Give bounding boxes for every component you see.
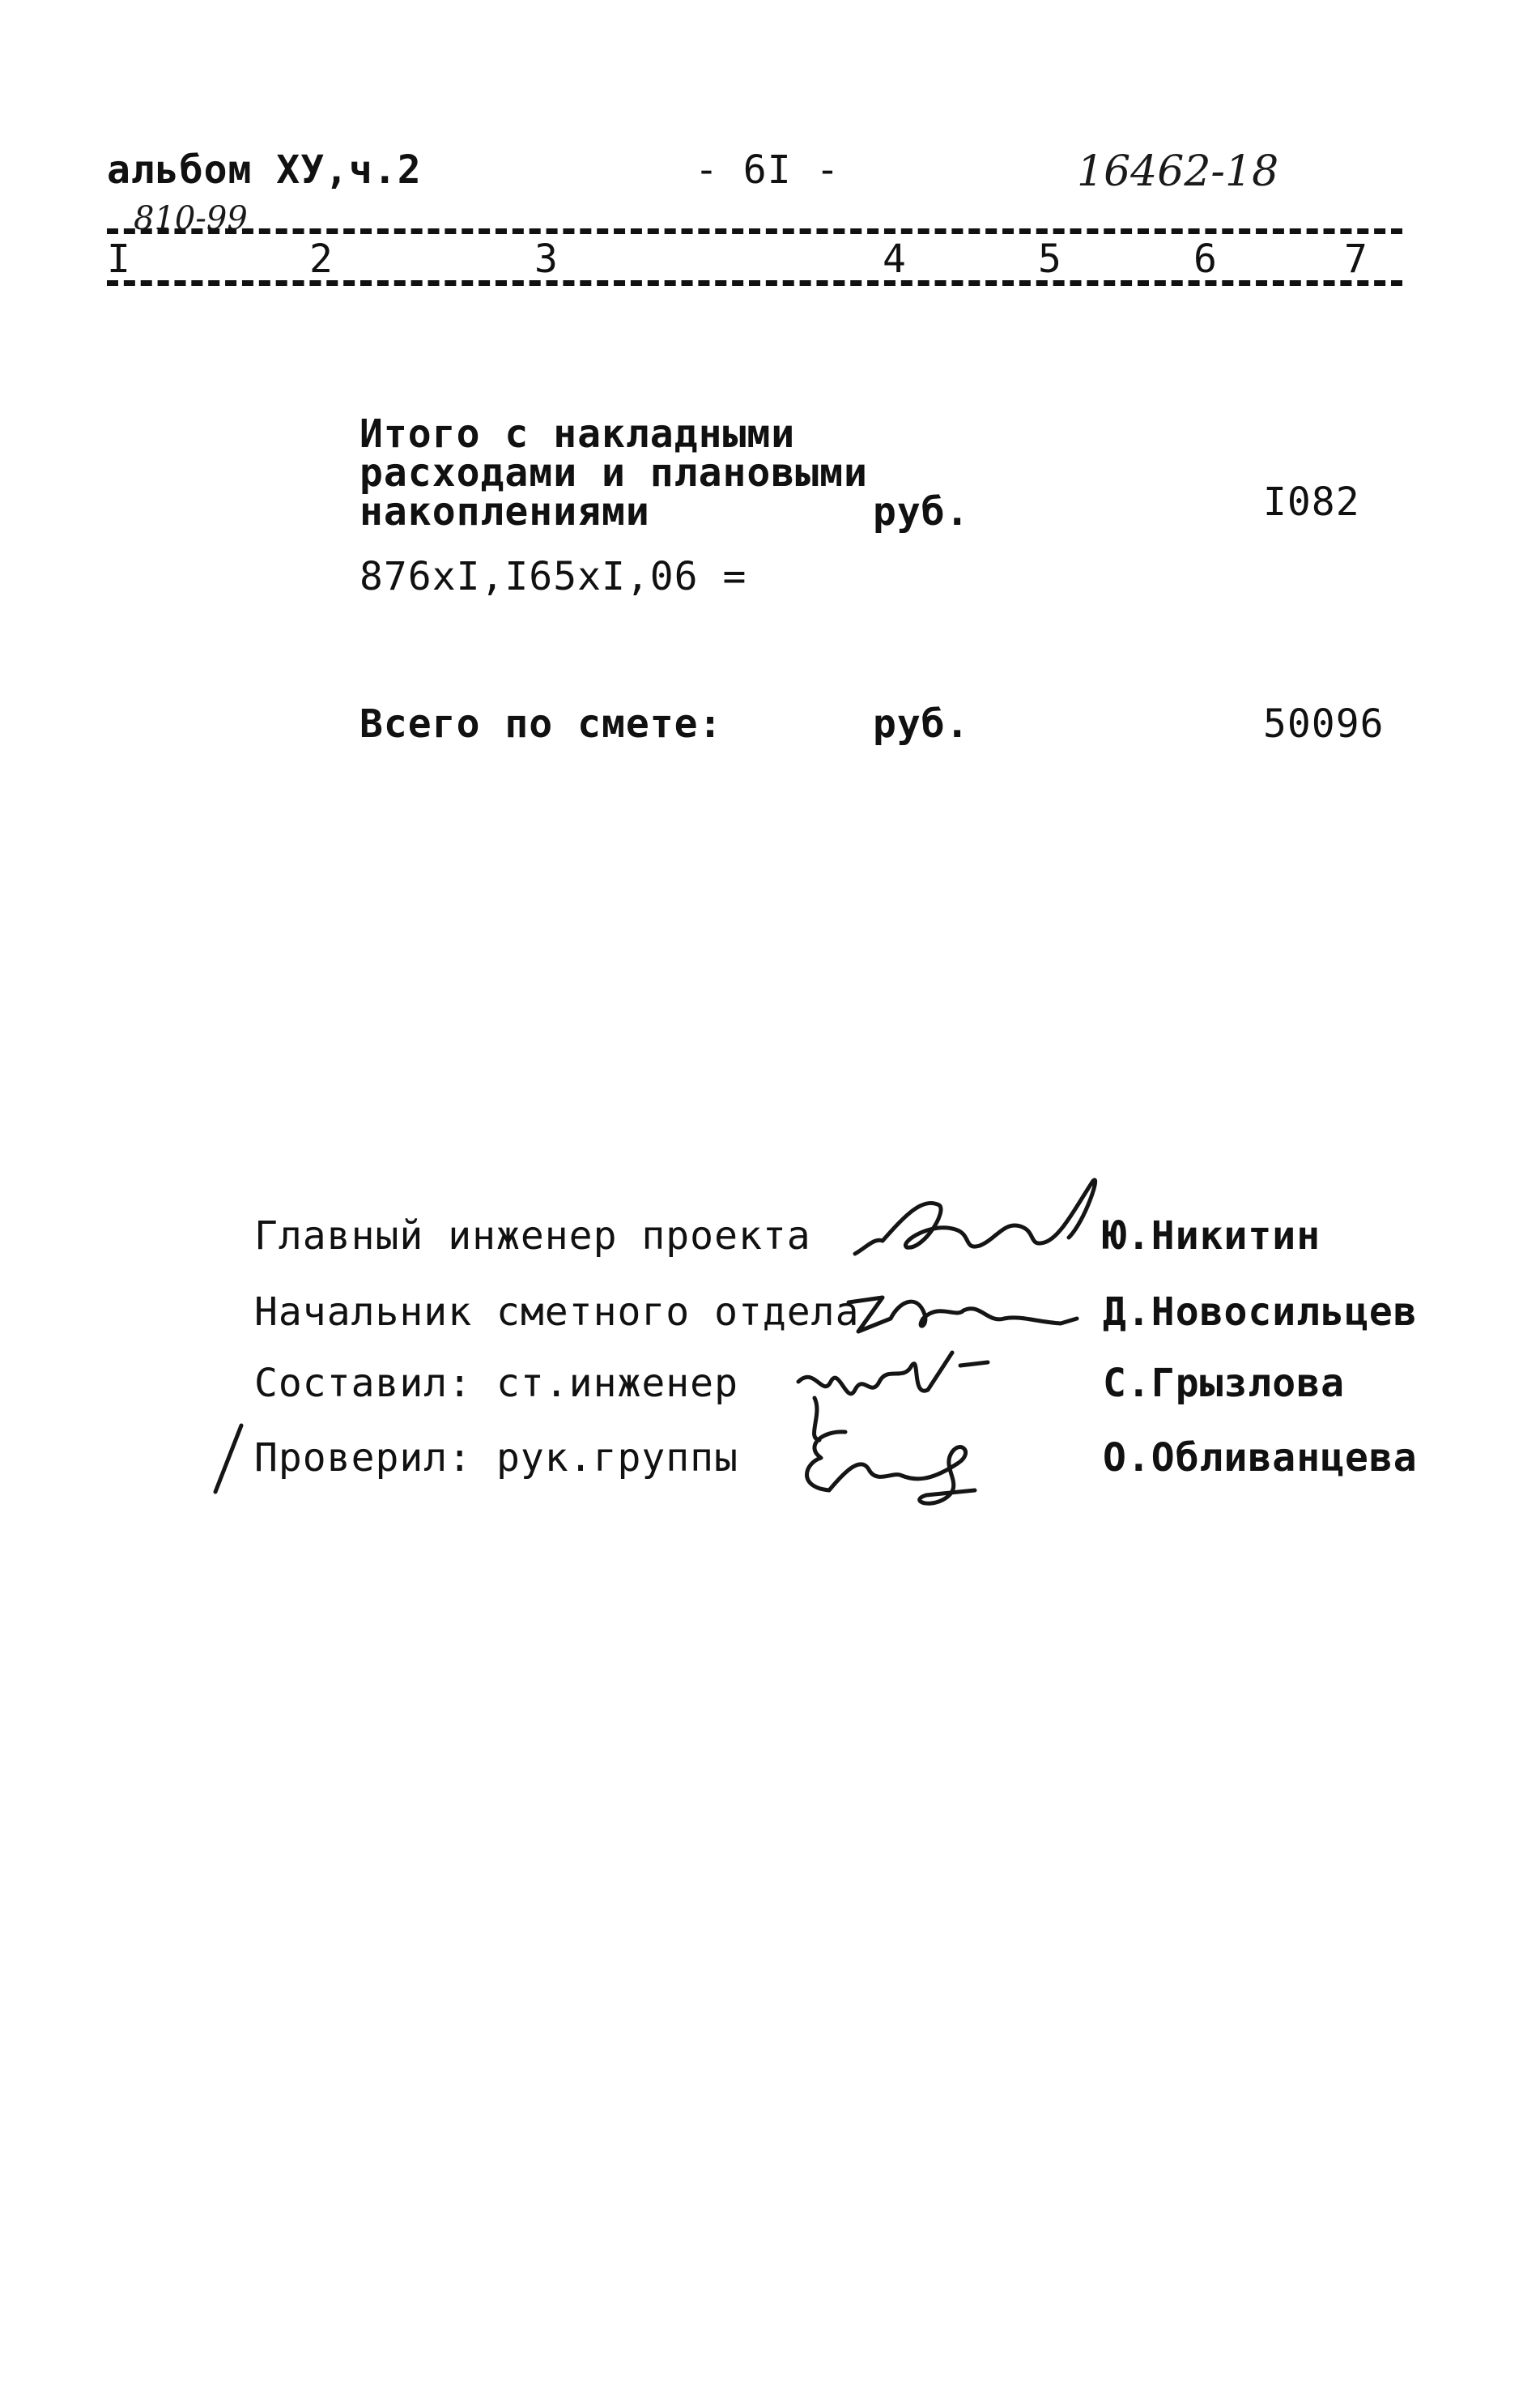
estimate-total-value: 50096 xyxy=(1263,701,1385,747)
column-number: 6 xyxy=(1193,236,1218,282)
column-number: I xyxy=(107,236,131,282)
estimate-unit: руб. xyxy=(873,701,970,747)
column-number: 4 xyxy=(883,236,907,282)
handwritten-code: 16462-18 xyxy=(1077,147,1279,196)
album-label: альбом ХУ,ч.2 xyxy=(107,147,422,193)
column-number: 5 xyxy=(1038,236,1062,282)
handwritten-subcode: 810-99 xyxy=(134,200,248,237)
signature-name: С.Грызлова xyxy=(1103,1361,1345,1406)
signature-role: Начальник сметного отдела xyxy=(254,1289,860,1335)
column-number: 2 xyxy=(309,236,334,282)
column-number: 7 xyxy=(1344,236,1368,282)
overhead-formula: 876хI,I65хI,06 = xyxy=(359,554,747,599)
signature-name: Ю.Никитин xyxy=(1103,1213,1321,1259)
estimate-total-label: Всего по смете: xyxy=(359,701,723,747)
check-mark xyxy=(212,1422,245,1498)
overhead-label-line2: расходами и плановыми xyxy=(359,450,868,496)
handwritten-signature xyxy=(797,1422,1007,1515)
overhead-label-line3: накоплениями xyxy=(359,489,650,535)
signature-name: О.Обливанцева xyxy=(1103,1435,1418,1481)
column-number: 3 xyxy=(534,236,559,282)
header-rule-top xyxy=(107,228,1402,234)
signature-role: Составил: ст.инженер xyxy=(254,1361,738,1406)
overhead-unit: руб. xyxy=(873,489,970,535)
signature-name: Д.Новосильцев xyxy=(1103,1289,1418,1335)
page-number: - 6I - xyxy=(695,147,840,193)
handwritten-signature xyxy=(842,1286,1085,1346)
signature-role: Главный инженер проекта xyxy=(254,1213,811,1259)
overhead-label-line1: Итого с накладными xyxy=(359,411,796,457)
handwritten-signature xyxy=(850,1173,1109,1265)
signature-role: Проверил: рук.группы xyxy=(254,1435,738,1481)
overhead-value: I082 xyxy=(1263,479,1360,525)
